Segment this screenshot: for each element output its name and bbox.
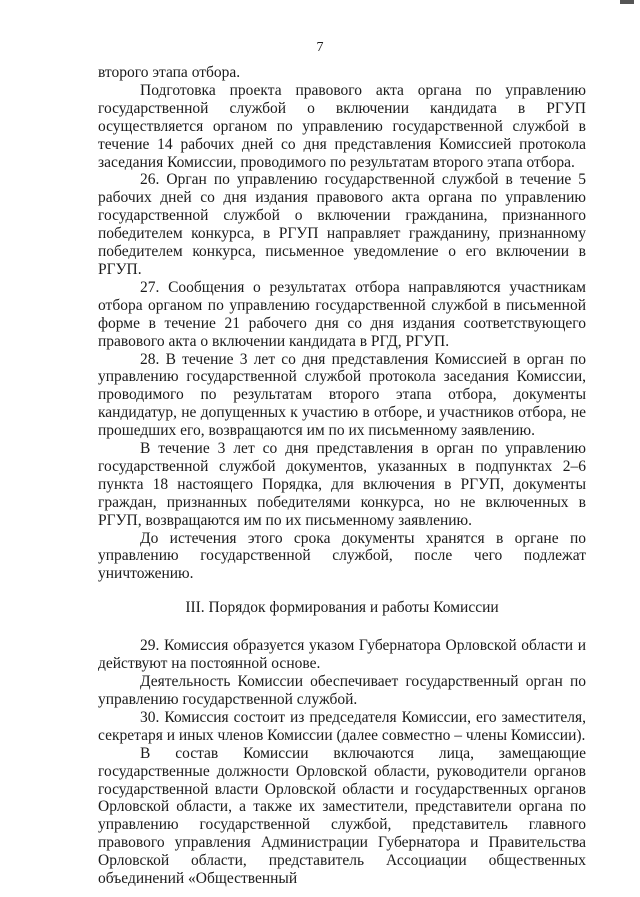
paragraph-29: 29. Комиссия образуется указом Губернатора Орловской области и действуют на постоянной основе. (98, 637, 586, 673)
paragraph-28: 28. В течение 3 лет со дня представления Комиссией в орган по управлению государственной службой протокола заседания Комиссии, проводимого по результатам второго этапа отбора, документы кандидатур, не допущенных к участию в отборе, и участников отбора, не прошедших его, возвращаются им по их письменному заявлению. (98, 350, 586, 440)
paragraph-27: 27. Сообщения о результатах отбора направляются участникам отбора органом по управлению государственной службой в письменной форме в течение 21 рабочего дня со дня издания соответствующего правового акта о включении кандидата в РГД, РГУП. (98, 278, 586, 350)
paragraph: До истечения этого срока документы хранятся в органе по управлению государственной службой, после чего подлежат уничтожению. (98, 529, 586, 583)
paragraph-30: 30. Комиссия состоит из председателя Комиссии, его заместителя, секретаря и иных членов Комиссии (далее совместно – члены Комиссии). (98, 708, 586, 744)
paragraph: В течение 3 лет со дня представления в орган по управлению государственной службой документов, указанных в подпунктах 2–6 пункта 18 настоящего Порядка, для включения в РГУП, документы граждан, признанных победителями конкурса, но не включенных в РГУП, возвращаются им по их письменному заявлению. (98, 440, 586, 529)
paragraph: Подготовка проекта правового акта органа по управлению государственной службой о включении кандидата в РГУП осуществляется органом по управлению государственной службой в течение 14 рабочих дней со дня представления Комиссией протокола заседания Комиссии, проводимого по результатам второго этапа отбора. (98, 81, 586, 171)
paragraph-26: 26. Орган по управлению государственной службой в течение 5 рабочих дней со дня издания правового акта органа по управлению государственной службой о включении гражданина, признанного победителем конкурса, в РГУП направляет гражданину, признанному победителем конкурса, письменное уведомление о его включении в РГУП. (98, 171, 586, 278)
paragraph: Деятельность Комиссии обеспечивает государственный орган по управлению государственной службой. (98, 673, 586, 708)
section-heading: III. Порядок формирования и работы Комиссии (185, 599, 499, 617)
paragraph: В состав Комиссии включаются лица, замещающие государственные должности Орловской области, руководители органов государственной власти Орловской области и государственных органов Орловской области, а также их заместители, представители органа по управлению государственной службой, представитель главного правового управления Администрации Губернатора и Правительства Орловской области, представитель Ассоциации общественных объединений «Общественный (98, 744, 586, 888)
paragraph: второго этапа отбора. (98, 64, 241, 81)
page-number: 7 (316, 40, 324, 55)
document-body (98, 64, 586, 888)
scan-mark (620, 0, 634, 4)
